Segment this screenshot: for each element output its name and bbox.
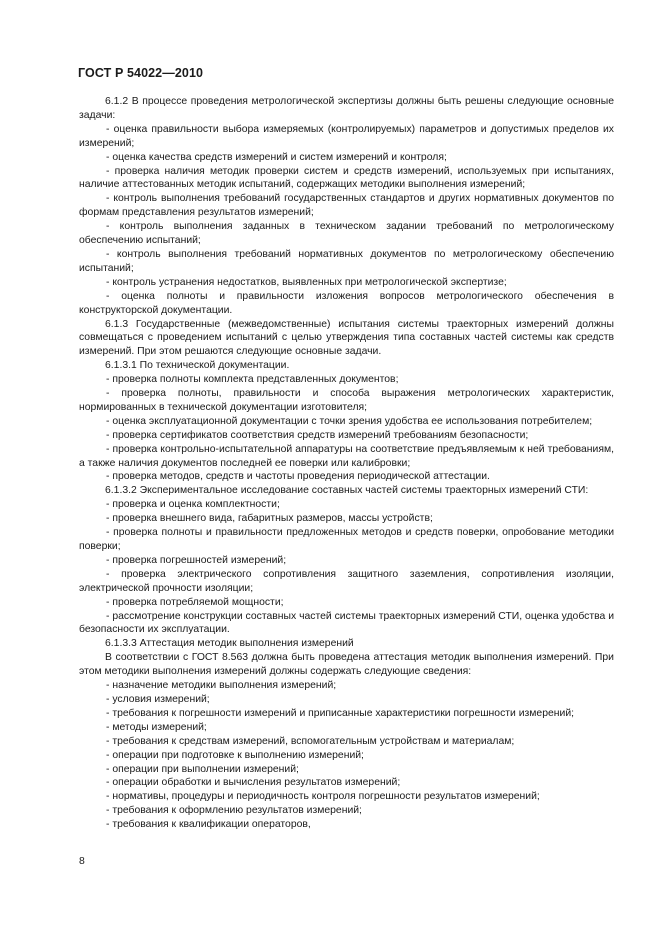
list-item: - проверка контрольно-испытательной аппаратуры на соответствие предъявляемым к ней требованиям, а также наличия документов последней ее поверки или калибровки; — [79, 443, 614, 469]
paragraph: 6.1.3 Государственные (межведомственные) испытания системы траекторных измерений должны совмещаться с проведением испытаний с целью утверждения типа составных частей системы как средств измерений. При этом решаются следующие основные задачи. — [79, 318, 614, 358]
page-number: 8 — [79, 856, 85, 867]
list-item: - проверка потребляемой мощности; — [106, 596, 284, 608]
paragraph: 6.1.3.2 Экспериментальное исследование составных частей системы траекторных измерений СТИ: — [105, 485, 589, 497]
paragraph: 6.1.3.1 По технической документации. — [105, 360, 290, 372]
list-item: - проверка и оценка комплектности; — [106, 499, 280, 511]
list-item: - проверка методов, средств и частоты проведения периодической аттестации. — [106, 471, 490, 483]
list-item: - требования к квалификации операторов, — [106, 819, 311, 831]
list-item: - проверка полноты и правильности предложенных методов и средств поверки, опробование методики поверки; — [79, 527, 614, 552]
list-item: - оценка правильности выбора измеряемых (контролируемых) параметров и допустимых пределов их измерений; — [79, 123, 614, 149]
list-item: - условия измерений; — [106, 693, 210, 705]
list-item: - контроль выполнения требований государственных стандартов и других нормативных документов по формам представления результатов измерений; — [79, 193, 614, 219]
list-item: - проверка электрического сопротивления защитного заземления, сопротивления изоляции, электрической прочности изоляции; — [79, 568, 614, 594]
list-item: - контроль выполнения требований нормативных документов по метрологическому обеспечению испытаний; — [79, 248, 614, 274]
list-item: - оценка эксплуатационной документации с точки зрения удобства ее использования потребителем; — [106, 415, 593, 427]
list-item: - рассмотрение конструкции составных частей системы траекторных измерений СТИ, оценка удобства и безопасности их эксплуатации. — [79, 610, 614, 636]
list-item: - требования к оформлению результатов измерений; — [106, 805, 362, 817]
list-item: - проверка полноты, правильности и способа выражения метрологических характеристик, нормированных в технической документации изготовителя; — [79, 388, 614, 413]
list-item: - контроль выполнения заданных в техническом задании требований по метрологическому обеспечению испытаний; — [79, 221, 614, 247]
list-item: - назначение методики выполнения измерений; — [106, 680, 337, 692]
list-item: - проверка полноты комплекта представленных документов; — [106, 374, 399, 386]
list-item: - операции при подготовке к выполнению измерений; — [106, 749, 364, 761]
list-item: - методы измерений; — [106, 721, 207, 733]
list-item: - проверка погрешностей измерений; — [106, 554, 287, 566]
list-item: - операции при выполнении измерений; — [106, 763, 299, 775]
list-item: - нормативы, процедуры и периодичность контроля погрешности результатов измерений; — [106, 791, 540, 803]
list-item: - требования к погрешности измерений и приписанные характеристики погрешности измерений; — [106, 707, 575, 719]
paragraph: 6.1.2 В процессе проведения метрологической экспертизы должны быть решены следующие основные задачи: — [79, 96, 614, 121]
list-item: - оценка полноты и правильности изложения вопросов метрологического обеспечения в конструкторской документации. — [79, 290, 614, 316]
paragraph: В соответствии с ГОСТ 8.563 должна быть проведена аттестация методик выполнения измерений. При этом методики выполнения измерений должны содержать следующие сведения: — [79, 652, 614, 678]
list-item: - контроль устранения недостатков, выявленных при метрологической экспертизе; — [106, 276, 507, 288]
paragraph: 6.1.3.3 Аттестация методик выполнения измерений — [105, 638, 354, 650]
list-item: - проверка внешнего вида, габаритных размеров, массы устройств; — [106, 513, 433, 525]
list-item: - требования к средствам измерений, вспомогательным устройствам и материалам; — [106, 735, 515, 747]
list-item: - проверка сертификатов соответствия средств измерений требованиям безопасности; — [106, 429, 529, 441]
document-body — [79, 95, 614, 832]
list-item: - оценка качества средств измерений и систем измерений и контроля; — [106, 151, 447, 163]
document-header: ГОСТ Р 54022—2010 — [78, 66, 204, 80]
list-item: - проверка наличия методик проверки систем и средств измерений, используемых при испытаниях, наличие аттестованных методик испытаний, содержащих методики выполнения измерений; — [79, 165, 614, 191]
list-item: - операции обработки и вычисления результатов измерений; — [106, 777, 401, 789]
